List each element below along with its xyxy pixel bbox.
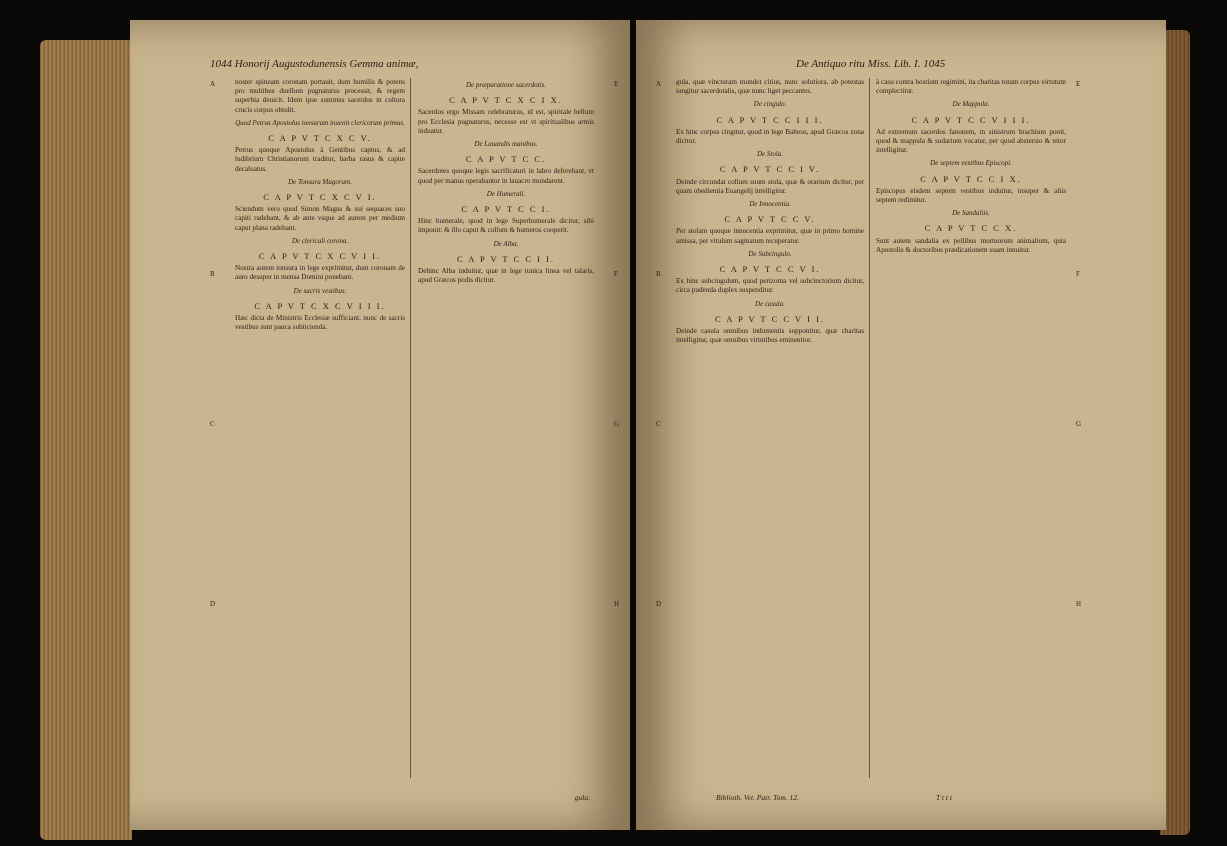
chapter-title: De Mappula. (952, 100, 990, 109)
chapter-heading: C A P V T C X C V I. (263, 192, 377, 203)
margin-letter: H (1076, 600, 1082, 608)
paragraph: Petrus quoque Apostolus à Gentibus captus, & ad ludibrium Christianorum traditur, barba rasus & capite decaluatus. (235, 146, 405, 173)
paragraph: noster spineam coronam portauit, dum humilis & potens pro multibus duellum pugnaturus processit, & regem superbia deuicit. Idem ipse summus sacerdos in cultura crucis corpus obtulit. (235, 78, 405, 114)
chapter-heading: C A P V T C C X. (924, 223, 1018, 234)
chapter-heading: C A P V T C C. (465, 154, 547, 165)
margin-letter: B (210, 270, 215, 278)
right-column-1 (676, 78, 864, 349)
margin-letter: A (210, 80, 216, 88)
chapter-title: De Tonsura Magorum. (288, 177, 352, 186)
chapter-title: De clericali corona. (291, 236, 349, 245)
right-running-head: De Antiquo ritu Miss. Lib. I. 1045 (796, 58, 946, 70)
margin-letter: E (614, 80, 619, 88)
chapter-title: De Stola. (756, 150, 784, 159)
chapter-heading: C A P V T C C V. (724, 214, 816, 225)
right-column-2 (876, 78, 1066, 259)
paragraph: Deinde circundat collum suum stola, quæ & orarium dicitur, per quam obedientia Euangelij intelligitur. (676, 177, 864, 195)
chapter-heading: C A P V T C X C I X. (449, 95, 563, 106)
chapter-title: De Subcingulo. (748, 249, 792, 258)
column-rule (869, 78, 870, 778)
chapter-title: De Humerali. (486, 189, 526, 198)
chapter-heading: C A P V T C C I. (461, 204, 551, 215)
right-footer-signature: T t t t (936, 793, 952, 802)
chapter-heading: C A P V T C C I I. (456, 253, 556, 264)
paragraph: à casu contra hostium regimini, ita charitas totum corpus virtutum complectitur. (876, 78, 1066, 96)
chapter-title: De Sandaliis. (952, 209, 990, 218)
margin-letter: E (1076, 80, 1081, 88)
margin-letter: F (614, 270, 618, 278)
left-running-head: 1044 Honorij Augustodunensis Gemma animæ, (210, 58, 419, 70)
margin-letter: H (614, 600, 620, 608)
chapter-heading: C A P V T C C I I I. (716, 114, 824, 125)
margin-letter: C (656, 420, 661, 428)
chapter-heading: C A P V T C C V I I I. (911, 114, 1031, 125)
chapter-title: De Innocentia. (749, 200, 791, 209)
margin-letter: B (656, 270, 661, 278)
margin-letter: C (210, 420, 215, 428)
chapter-title: Quod Petrus Apostolus tonsuram inuenit clericorum primus. (235, 118, 405, 127)
chapter-heading: C A P V T C X C V I I I. (254, 300, 386, 311)
margin-letter: G (1076, 420, 1082, 428)
paragraph: Ad extremum sacerdos fanonem, in sinistrum brachium ponit, quod & mappula & sudarium vocatur, per quod abstersio & nitor intelligitur. (876, 127, 1066, 155)
margin-letter: F (1076, 270, 1080, 278)
chapter-heading: C A P V T C C I V. (719, 164, 821, 175)
paragraph: Nostra autem tonsura in lege exprimitur, dum coronam de auro desuper in mensa Domini ponebant. (235, 264, 405, 282)
chapter-title: De sacris vestibus. (293, 286, 347, 295)
paragraph: Sacerdotes quoque legis sacrificaturi in labro deferebant, vt quod per manus operabantur in lauacro mundarent. (418, 167, 594, 185)
chapter-title: De præparatione sacerdotis. (465, 81, 547, 89)
paragraph: Ex hinc subcingulum, quod perizoma vel subcinctorium dicitur, circa pudenda duplex suspenditur. (676, 277, 864, 295)
margin-letter: D (210, 600, 216, 608)
chapter-heading: C A P V T C C V I. (719, 264, 821, 275)
paragraph: gula, quæ vincturam mundet citius, nunc solutiora, ab potestas iungitur sacerdotalis, quæ nunc liget peccantes. (676, 78, 864, 96)
left-footer: gula, (574, 793, 590, 802)
paragraph: Per stolam quoque innocentia exprimitur, quæ in primo homine amissa, per vitulum saginatum recuperatur. (676, 227, 864, 245)
chapter-title: De cingulo. (753, 100, 787, 109)
left-column-2 (418, 78, 594, 289)
chapter-heading: C A P V T C C V I I. (714, 313, 826, 324)
column-rule (410, 78, 411, 778)
margin-letter: D (656, 600, 662, 608)
left-page (130, 20, 630, 830)
paragraph: Ex hinc corpus cingitur, quod in lege Balteus, apud Græcos zona dicitur. (676, 127, 864, 146)
chapter-heading: C A P V T C X C V I I. (258, 251, 382, 262)
paragraph: Hinc humerale, quod in lege Superhumerale dicitur, sibi imponit: & illo caput & collum & humeros cooperit. (418, 217, 594, 235)
paragraph: Sunt autem sandalia ex pellibus mortuorum animalium, quia Apostolis & doctoribus prædicationem suam innuitur. (876, 236, 1066, 254)
margin-letter: G (614, 420, 620, 428)
chapter-title: De casula. (755, 299, 785, 308)
paragraph: Sciendum vero quod Simon Magus & sui sequaces suo capiti radebant, & ab ante vsque ad aurem per medium caput plana radebant. (235, 205, 405, 232)
book-page-edges-left (40, 40, 132, 840)
right-footer-imprint: Biblioth. Vet. Patr. Tom. 12. (716, 793, 799, 802)
right-page (636, 20, 1166, 830)
chapter-title: De septem vestibus Episcopi. (930, 159, 1012, 168)
paragraph: Dehinc Alba induitur, quæ in lege tunica linea vel talaris, apud Græcos podis dicitur. (418, 267, 594, 285)
paragraph: Hæc dicta de Ministris Ecclesiæ sufficiant, nunc de sacris vestibus sunt pauca subiicienda. (235, 314, 405, 332)
paragraph: Deinde casula omnibus indumentis supponitur, quæ charitas intelligitur, quæ omnibus virtutibus eminentior. (676, 327, 864, 345)
paragraph: Sacerdos ergo Missam celebraturus, id est, spiritale bellum pro Ecclesia pugnaturus, necesse est vt spiritualibus armis induatur. (418, 108, 594, 135)
chapter-title: De Alba. (493, 239, 519, 248)
left-column-1 (235, 78, 405, 336)
chapter-heading: C A P V T C C I X. (920, 173, 1022, 184)
paragraph: Episcopus eisdem septem vestibus induitur, insuper & aliis septem redimitur. (876, 186, 1066, 205)
chapter-title: De Lauandis manibus. (474, 140, 538, 149)
chapter-heading: C A P V T C X C V. (268, 133, 372, 144)
margin-letter: A (656, 80, 662, 88)
